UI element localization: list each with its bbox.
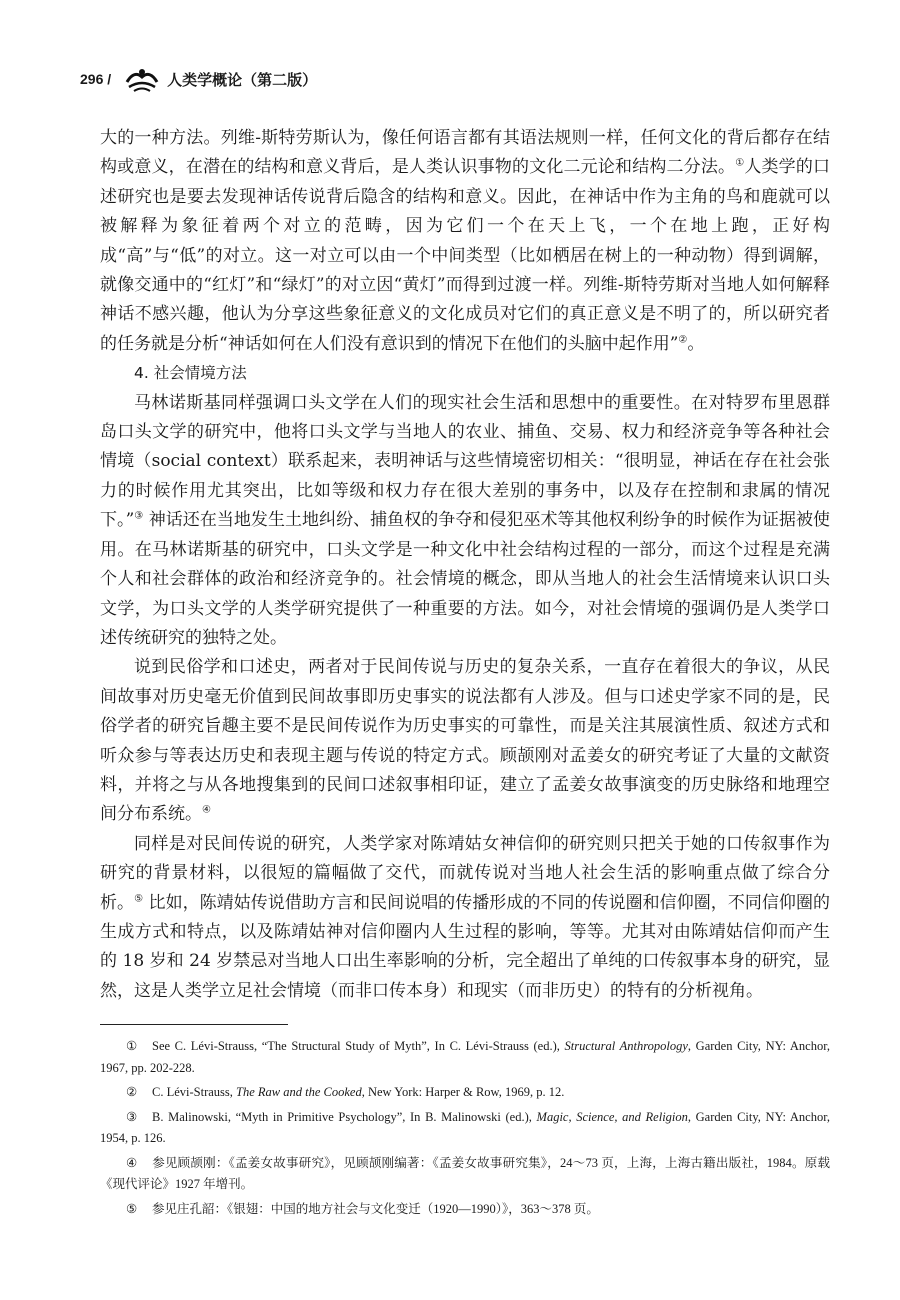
footnote-mark: ③ bbox=[126, 1109, 138, 1124]
footnote-ref-4: ④ bbox=[202, 804, 211, 816]
paragraph-2 bbox=[100, 389, 830, 654]
paragraph-4 bbox=[100, 830, 830, 1006]
page-number: 296 / bbox=[80, 71, 112, 87]
footnote-mark: ④ bbox=[126, 1155, 138, 1170]
running-header bbox=[80, 64, 317, 94]
footnote-mark: ② bbox=[126, 1085, 138, 1099]
footnote-text: , Garden City, NY: Anchor, 1954, p. 126. bbox=[100, 1109, 830, 1145]
book-title: 人类学概论（第二版） bbox=[167, 70, 318, 89]
footnote-text: C. Lévi-Strauss, bbox=[152, 1085, 237, 1099]
footnotes bbox=[100, 1036, 830, 1223]
footnote-text: , Garden City, NY: Anchor, 1967, pp. 202-228. bbox=[100, 1039, 831, 1075]
footnote-ref-3: ③ bbox=[134, 510, 144, 522]
footnote-ref-1: ① bbox=[735, 157, 745, 169]
footnote-mark: ① bbox=[126, 1039, 138, 1053]
footnote-ref-5: ⑤ bbox=[134, 892, 144, 904]
text-run: 说到民俗学和口述史，两者对于民间传说与历史的复杂关系，一直存在着很大的争议，从民间故事对历史毫无价值到民间故事即历史事实的说法都有人涉及。但与口述史学家不同的是，民俗学者的研究旨趣主要不是民间传说作为历史事实的可靠性，而是关注其展演性质、叙述方式和听众参与等表达历史和表现主题与传说的特定方式。顾颉刚对孟姜女的研究考证了大量的文献资料，并将之与从各地搜集到的民间口述叙事相印证，建立了孟姜女故事演变的历史脉络和地理空间分布系统。 bbox=[100, 657, 830, 825]
footnote-3 bbox=[100, 1107, 830, 1150]
text-run: 。 bbox=[687, 333, 705, 354]
footnote-text: , New York: Harper & Row, 1969, p. 12. bbox=[361, 1085, 565, 1099]
main-text bbox=[100, 124, 830, 1006]
paragraph-1 bbox=[100, 124, 830, 359]
footnote-ref-2: ② bbox=[678, 334, 688, 346]
footnote-title: Magic, Science, and Religion bbox=[536, 1109, 688, 1124]
footnote-4 bbox=[100, 1153, 830, 1196]
publisher-logo-icon bbox=[125, 66, 159, 92]
text-run: 马林诺斯基同样强调口头文学在人们的现实社会生活和思想中的重要性。在对特罗布里恩群岛口头文学的研究中，他将口头文学与当地人的农业、捕鱼、交易、权力和经济竞争等各种社会情境（social context）联系起来，表明神话与这些情境密切相关：“很明显，神话在存在社会张力的时候作用尤其突出，比如等级和权力存在很大差别的事务中，以及存在控制和隶属的情况下。” bbox=[100, 392, 830, 531]
footnote-text: B. Malinowski, “Myth in Primitive Psychology”, In B. Malinowski (ed.), bbox=[152, 1109, 537, 1124]
section-heading: 4. 社会情境方法 bbox=[134, 364, 247, 383]
footnote-text: 参见顾颉刚：《孟姜女故事研究》，见顾颉刚编著：《孟姜女故事研究集》，24～73 页，上海，上海古籍出版社，1984。原载《现代评论》1927 年增刊。 bbox=[100, 1155, 830, 1191]
text-run: 人类学的口述研究也是要去发现神话传说背后隐含的结构和意义。因此，在神话中作为主角的鸟和鹿就可以被解释为象征着两个对立的范畴，因为它们一个在天上飞，一个在地上跑，正好构成“高”与“低”的对立。这一对立可以由一个中间类型（比如栖居在树上的一种动物）得到调解，就像交通中的“红灯”和“绿灯”的对立因“黄灯”而得到过渡一样。列维-斯特劳斯对当地人如何解释神话不感兴趣，他认为分享这些象征意义的文化成员对它们的真正意义是不明了的，所以研究者的任务就是分析“神话如何在人们没有意识到的情况下在他们的头脑中起作用” bbox=[100, 157, 831, 354]
footnote-mark: ⑤ bbox=[126, 1201, 138, 1216]
text-run: 同样是对民间传说的研究，人类学家对陈靖姑女神信仰的研究则只把关于她的口传叙事作为研究的背景材料，以很短的篇幅做了交代，而就传说对当地人社会生活的影响重点做了综合分析。 bbox=[100, 833, 830, 913]
text-run: 比如，陈靖姑传说借助方言和民间说唱的传播形成的不同的传说圈和信仰圈，不同信仰圈的生成方式和特点，以及陈靖姑神对信仰圈内人生过程的影响，等等。尤其对由陈靖姑信仰而产生的 18 岁和 24 岁禁忌对当地人口出生率影响的分析，完全超出了单纯的口传叙事本身的研究，显然，这是人类学立足社会情境（而非口传本身）和现实（而非历史）的特有的分析视角。 bbox=[100, 892, 831, 1001]
text-run: 神话还在当地发生土地纠纷、捕鱼权的争夺和侵犯巫术等其他权利纷争的时候作为证据被使用。在马林诺斯基的研究中，口头文学是一种文化中社会结构过程的一部分，而这个过程是充满个人和社会群体的政治和经济竞争的。社会情境的概念，即从当地人的社会生活情境来认识口头文学，为口头文学的人类学研究提供了一种重要的方法。如今，对社会情境的强调仍是人类学口述传统研究的独特之处。 bbox=[100, 510, 830, 648]
footnote-title: The Raw and the Cooked bbox=[236, 1085, 362, 1099]
footnote-2 bbox=[100, 1082, 830, 1104]
text-run: 大的一种方法。列维-斯特劳斯认为，像任何语言都有其语法规则一样，任何文化的背后都存在结构或意义，在潜在的结构和意义背后，是人类认识事物的文化二元论和结构二分法。 bbox=[100, 128, 830, 178]
footnote-1 bbox=[100, 1036, 830, 1079]
footnote-text: See C. Lévi-Strauss, “The Structural Study of Myth”, In C. Lévi-Strauss (ed.), bbox=[152, 1039, 565, 1053]
footnote-divider bbox=[100, 1024, 288, 1025]
footnote-text: 参见庄孔韶：《银翅：中国的地方社会与文化变迁（1920—1990）》，363～378 页。 bbox=[152, 1201, 599, 1216]
footnote-5 bbox=[100, 1199, 830, 1221]
paragraph-3 bbox=[100, 653, 830, 829]
footnote-title: Structural Anthropology bbox=[564, 1039, 688, 1053]
